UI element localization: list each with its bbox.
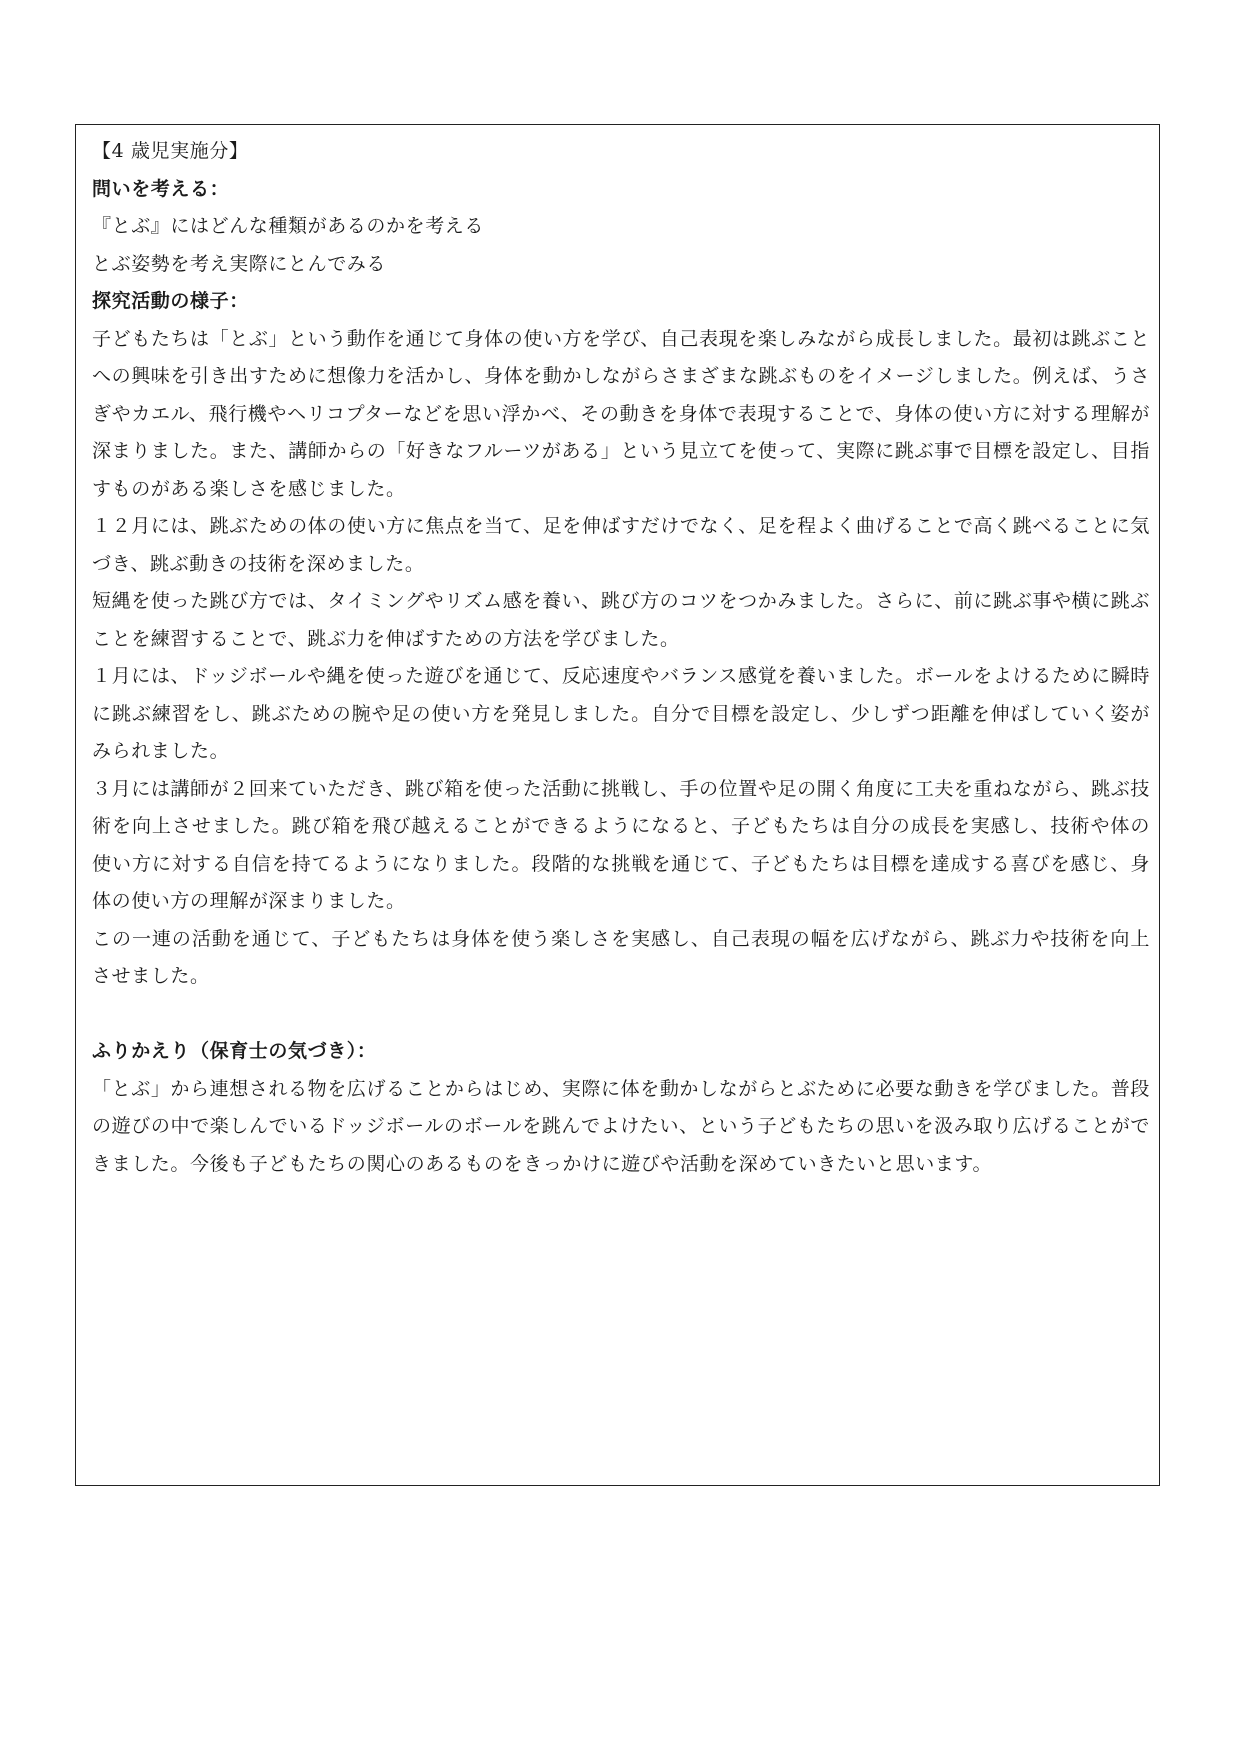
activity-paragraph: １２月には、跳ぶための体の使い方に焦点を当て、足を伸ばすだけでなく、足を程よく曲げることで高く跳べることに気づき、跳ぶ動きの技術を深めました。 bbox=[92, 515, 1150, 575]
activity-paragraph: 短縄を使った跳び方では、タイミングやリズム感を養い、跳び方のコツをつかみました。さらに、前に跳ぶ事や横に跳ぶことを練習することで、跳ぶ力を伸ばすための方法を学びました。 bbox=[92, 590, 1150, 650]
reflection-heading: ふりかえり（保育士の気づき）： bbox=[92, 1040, 377, 1062]
activity-paragraph: この一連の活動を通じて、子どもたちは身体を使う楽しさを実感し、自己表現の幅を広げながら、跳ぶ力や技術を向上させました。 bbox=[92, 927, 1150, 987]
question-item: 『とぶ』にはどんな種類があるのかを考える bbox=[92, 215, 485, 237]
activity-paragraph: ３月には講師が２回来ていただき、跳び箱を使った活動に挑戦し、手の位置や足の開く角度に工夫を重ねながら、跳ぶ技術を向上させました。跳び箱を飛び越えることができるようになると、子どもたちは自分の成長を実感し、技術や体の使い方に対する自信を持てるようになりました。段階的な挑戦を通じて、子どもたちは目標を達成する喜びを感じ、身体の使い方の理解が深まりました。 bbox=[92, 777, 1150, 912]
section-spacer bbox=[92, 996, 1150, 1034]
activity-heading: 探究活動の様子： bbox=[92, 290, 249, 312]
activity-paragraph: 子どもたちは「とぶ」という動作を通じて身体の使い方を学び、自己表現を楽しみながら成長しました。最初は跳ぶことへの興味を引き出すために想像力を活かし、身体を動かしながらさまざまな跳ぶものをイメージしました。例えば、うさぎやカエル、飛行機やヘリコプターなどを思い浮かべ、その動きを身体で表現することで、身体の使い方に対する理解が深まりました。また、講師からの「好きなフルーツがある」という見立てを使って、実際に跳ぶ事で目標を設定し、目指すものがある楽しさを感じました。 bbox=[92, 327, 1150, 500]
reflection-paragraph: 「とぶ」から連想される物を広げることからはじめ、実際に体を動かしながらとぶために必要な動きを学びました。普段の遊びの中で楽しんでいるドッジボールのボールを跳んでよけたい、という子どもたちの思いを汲み取り広げることができました。今後も子どもたちの関心のあるものをきっかけに遊びや活動を深めていきたいと思います。 bbox=[92, 1077, 1150, 1175]
document-body bbox=[92, 133, 1150, 1183]
document-header: 【4 歳児実施分】 bbox=[92, 140, 249, 162]
question-heading: 問いを考える： bbox=[92, 177, 230, 200]
activity-paragraph: １月には、ドッジボールや縄を使った遊びを通じて、反応速度やバランス感覚を養いました。ボールをよけるために瞬時に跳ぶ練習をし、跳ぶための腕や足の使い方を発見しました。自分で目標を設定し、少しずつ距離を伸ばしていく姿がみられました。 bbox=[92, 665, 1150, 762]
question-item: とぶ姿勢を考え実際にとんでみる bbox=[92, 252, 387, 275]
